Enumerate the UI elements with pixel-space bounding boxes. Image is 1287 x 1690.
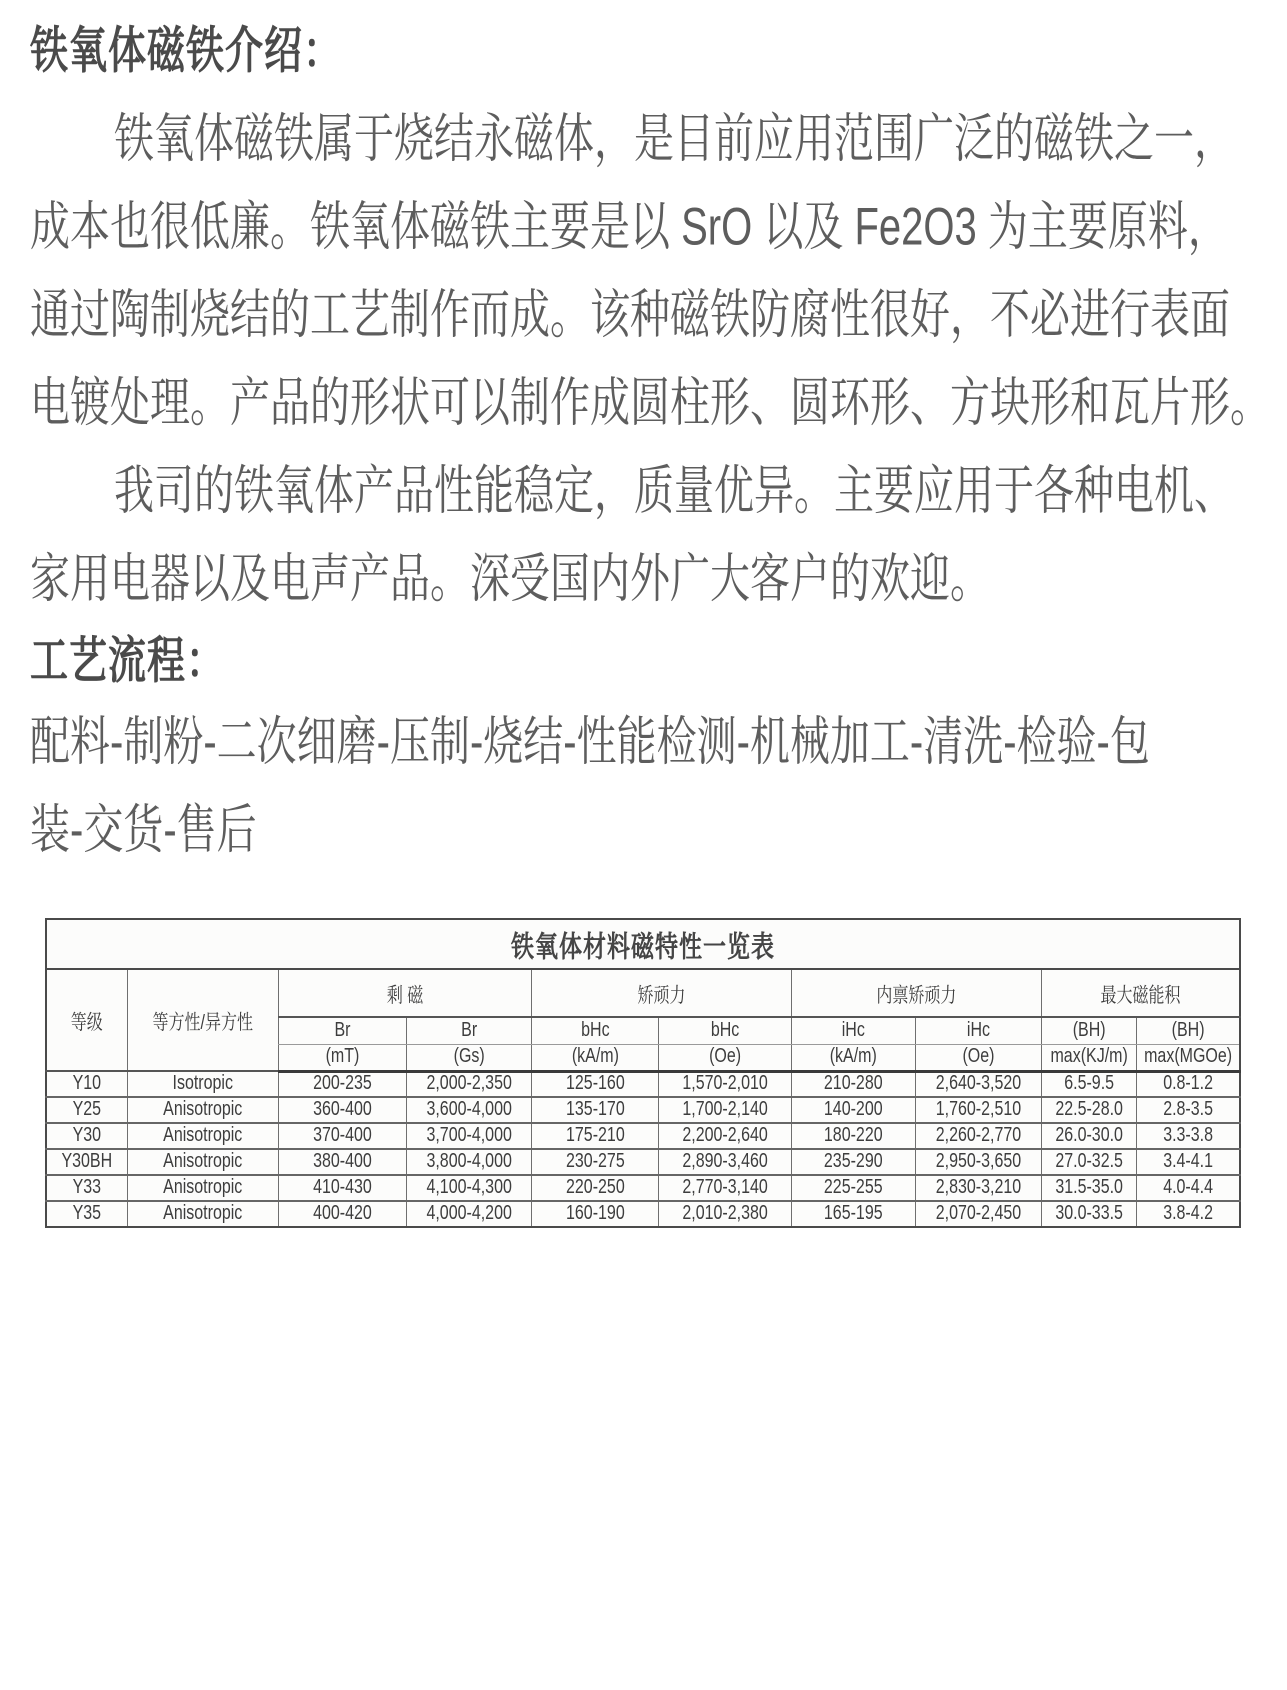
table-row-y35 [46, 1201, 1240, 1227]
process-line-2 [30, 781, 1257, 869]
isotropy-cell: Anisotropic [163, 1150, 243, 1173]
value-cell: 3,800-4,000 [426, 1150, 512, 1173]
value-cell: 1,700-2,140 [682, 1098, 768, 1121]
isotropy-cell: Anisotropic [163, 1098, 243, 1121]
table-row-y25 [46, 1097, 1240, 1123]
intro-line-5 [30, 442, 1257, 530]
paragraph-line: 我司的铁氧体产品性能稳定，质量优异。主要应用于各种电机、 [114, 461, 1234, 520]
value-cell: 3,700-4,000 [426, 1124, 512, 1147]
value-cell: 175-210 [566, 1124, 625, 1147]
properties-table-wrap [45, 918, 1257, 1228]
value-cell: 27.0-32.5 [1055, 1150, 1123, 1173]
value-cell: 230-275 [566, 1150, 625, 1173]
process-heading-row [30, 618, 1257, 693]
subheader: bHc [581, 1019, 610, 1041]
value-cell: 4.0-4.4 [1163, 1176, 1213, 1199]
isotropy-cell: Anisotropic [163, 1124, 243, 1147]
grade-cell: Y33 [72, 1176, 102, 1199]
value-cell: 200-235 [313, 1072, 372, 1095]
value-cell: 4,000-4,200 [426, 1202, 512, 1225]
table-row-y10 [46, 1071, 1240, 1097]
value-cell: 225-255 [823, 1176, 883, 1199]
paragraph-line: 配料-制粉-二次细磨-压制-烧结-性能检测-机械加工-清洗-检验-包 [30, 712, 1150, 771]
group-header-intrinsic-coercivity: 内禀矫顽力 [876, 984, 957, 1007]
unit-header: (Gs) [453, 1045, 485, 1068]
unit-header: (kA/m) [571, 1045, 619, 1068]
paragraph-line: 通过陶制烧结的工艺制作而成。该种磁铁防腐性很好，不必进行表面 [30, 285, 1230, 344]
table-title-row [46, 919, 1240, 969]
isotropy-cell: Isotropic [172, 1072, 233, 1095]
value-cell: 2,890-3,460 [682, 1150, 768, 1173]
column-header-grade: 等级 [70, 1011, 103, 1034]
intro-line-3 [30, 266, 1257, 354]
grade-cell: Y10 [72, 1072, 102, 1095]
value-cell: 2,260-2,770 [935, 1124, 1022, 1147]
value-cell: 2,640-3,520 [935, 1072, 1022, 1095]
value-cell: 370-400 [313, 1124, 372, 1147]
paragraph-line: 铁氧体磁铁属于烧结永磁体，是目前应用范围广泛的磁铁之一， [114, 109, 1234, 168]
value-cell: 2,010-2,380 [682, 1202, 768, 1225]
value-cell: 2,770-3,140 [682, 1176, 768, 1199]
subheader: Br [334, 1019, 351, 1041]
intro-heading: 铁氧体磁铁介绍： [30, 23, 343, 79]
intro-line-4 [30, 354, 1270, 442]
unit-header: (kA/m) [829, 1045, 877, 1068]
grade-cell: Y30 [72, 1124, 102, 1147]
subheader: (BH) [1171, 1019, 1205, 1041]
value-cell: 135-170 [566, 1098, 625, 1121]
value-cell: 2,200-2,640 [682, 1124, 768, 1147]
subheader: Br [461, 1019, 478, 1041]
value-cell: 165-195 [823, 1202, 883, 1225]
properties-table [45, 918, 1241, 1228]
subheader: (BH) [1072, 1019, 1106, 1041]
value-cell: 1,570-2,010 [682, 1072, 768, 1095]
value-cell: 410-430 [313, 1176, 372, 1199]
value-cell: 360-400 [313, 1098, 372, 1121]
value-cell: 3.3-3.8 [1163, 1124, 1213, 1147]
value-cell: 2,830-3,210 [935, 1176, 1022, 1199]
value-cell: 380-400 [313, 1150, 372, 1173]
grade-cell: Y30BH [61, 1150, 113, 1173]
group-header-max-energy-product: 最大磁能积 [1100, 984, 1181, 1007]
value-cell: 3.4-4.1 [1163, 1150, 1213, 1173]
value-cell: 31.5-35.0 [1055, 1176, 1123, 1199]
process-line-1 [30, 693, 1257, 781]
isotropy-cell: Anisotropic [163, 1202, 243, 1225]
subheader: bHc [710, 1019, 740, 1041]
value-cell: 140-200 [823, 1098, 883, 1121]
table-row-y33 [46, 1175, 1240, 1201]
value-cell: 6.5-9.5 [1064, 1072, 1115, 1095]
table-row-y30 [46, 1123, 1240, 1149]
process-heading: 工艺流程： [30, 633, 226, 690]
paragraph-line: 家用电器以及电声产品。深受国内外广大客户的欢迎。 [30, 549, 990, 608]
unit-header: (Oe) [709, 1045, 742, 1068]
table-group-header-row [46, 969, 1240, 1017]
value-cell: 0.8-1.2 [1163, 1072, 1213, 1095]
group-header-coercivity: 矫顽力 [637, 984, 686, 1007]
paragraph-line: 装-交货-售后 [30, 800, 257, 859]
unit-header: max(MGOe) [1144, 1045, 1233, 1068]
unit-header: (mT) [325, 1045, 360, 1068]
value-cell: 22.5-28.0 [1055, 1098, 1123, 1121]
unit-header: max(KJ/m) [1050, 1045, 1128, 1068]
grade-cell: Y35 [72, 1202, 102, 1225]
value-cell: 2,070-2,450 [935, 1202, 1022, 1225]
group-header-remanence: 剩 磁 [386, 984, 424, 1007]
value-cell: 2,000-2,350 [426, 1072, 512, 1095]
table-row-y30bh [46, 1149, 1240, 1175]
value-cell: 4,100-4,300 [426, 1176, 512, 1199]
table-title: 铁氧体材料磁特性一览表 [511, 929, 775, 963]
value-cell: 2,950-3,650 [935, 1150, 1022, 1173]
column-header-isotropy: 等方性/异方性 [152, 1011, 253, 1034]
intro-heading-row [30, 0, 1257, 90]
grade-cell: Y25 [72, 1098, 102, 1121]
value-cell: 3,600-4,000 [426, 1098, 512, 1121]
value-cell: 210-280 [823, 1072, 883, 1095]
value-cell: 235-290 [823, 1150, 883, 1173]
value-cell: 2.8-3.5 [1163, 1098, 1213, 1121]
subheader: iHc [966, 1019, 991, 1041]
paragraph-line: 电镀处理。产品的形状可以制作成圆柱形、圆环形、方块形和瓦片形。 [30, 373, 1270, 432]
value-cell: 3.8-4.2 [1163, 1202, 1213, 1225]
value-cell: 125-160 [566, 1072, 625, 1095]
intro-line-6 [30, 530, 1257, 618]
subheader: iHc [841, 1019, 865, 1041]
intro-line-2 [30, 178, 1257, 266]
value-cell: 400-420 [313, 1202, 372, 1225]
paragraph-line: 成本也很低廉。铁氧体磁铁主要是以 SrO 以及 Fe2O3 为主要原料， [30, 197, 1228, 256]
value-cell: 30.0-33.5 [1055, 1202, 1123, 1225]
intro-line-1 [30, 90, 1257, 178]
unit-header: (Oe) [962, 1045, 995, 1068]
value-cell: 180-220 [823, 1124, 883, 1147]
value-cell: 26.0-30.0 [1055, 1124, 1123, 1147]
value-cell: 160-190 [566, 1202, 625, 1225]
isotropy-cell: Anisotropic [163, 1176, 243, 1199]
value-cell: 1,760-2,510 [935, 1098, 1022, 1121]
value-cell: 220-250 [566, 1176, 625, 1199]
